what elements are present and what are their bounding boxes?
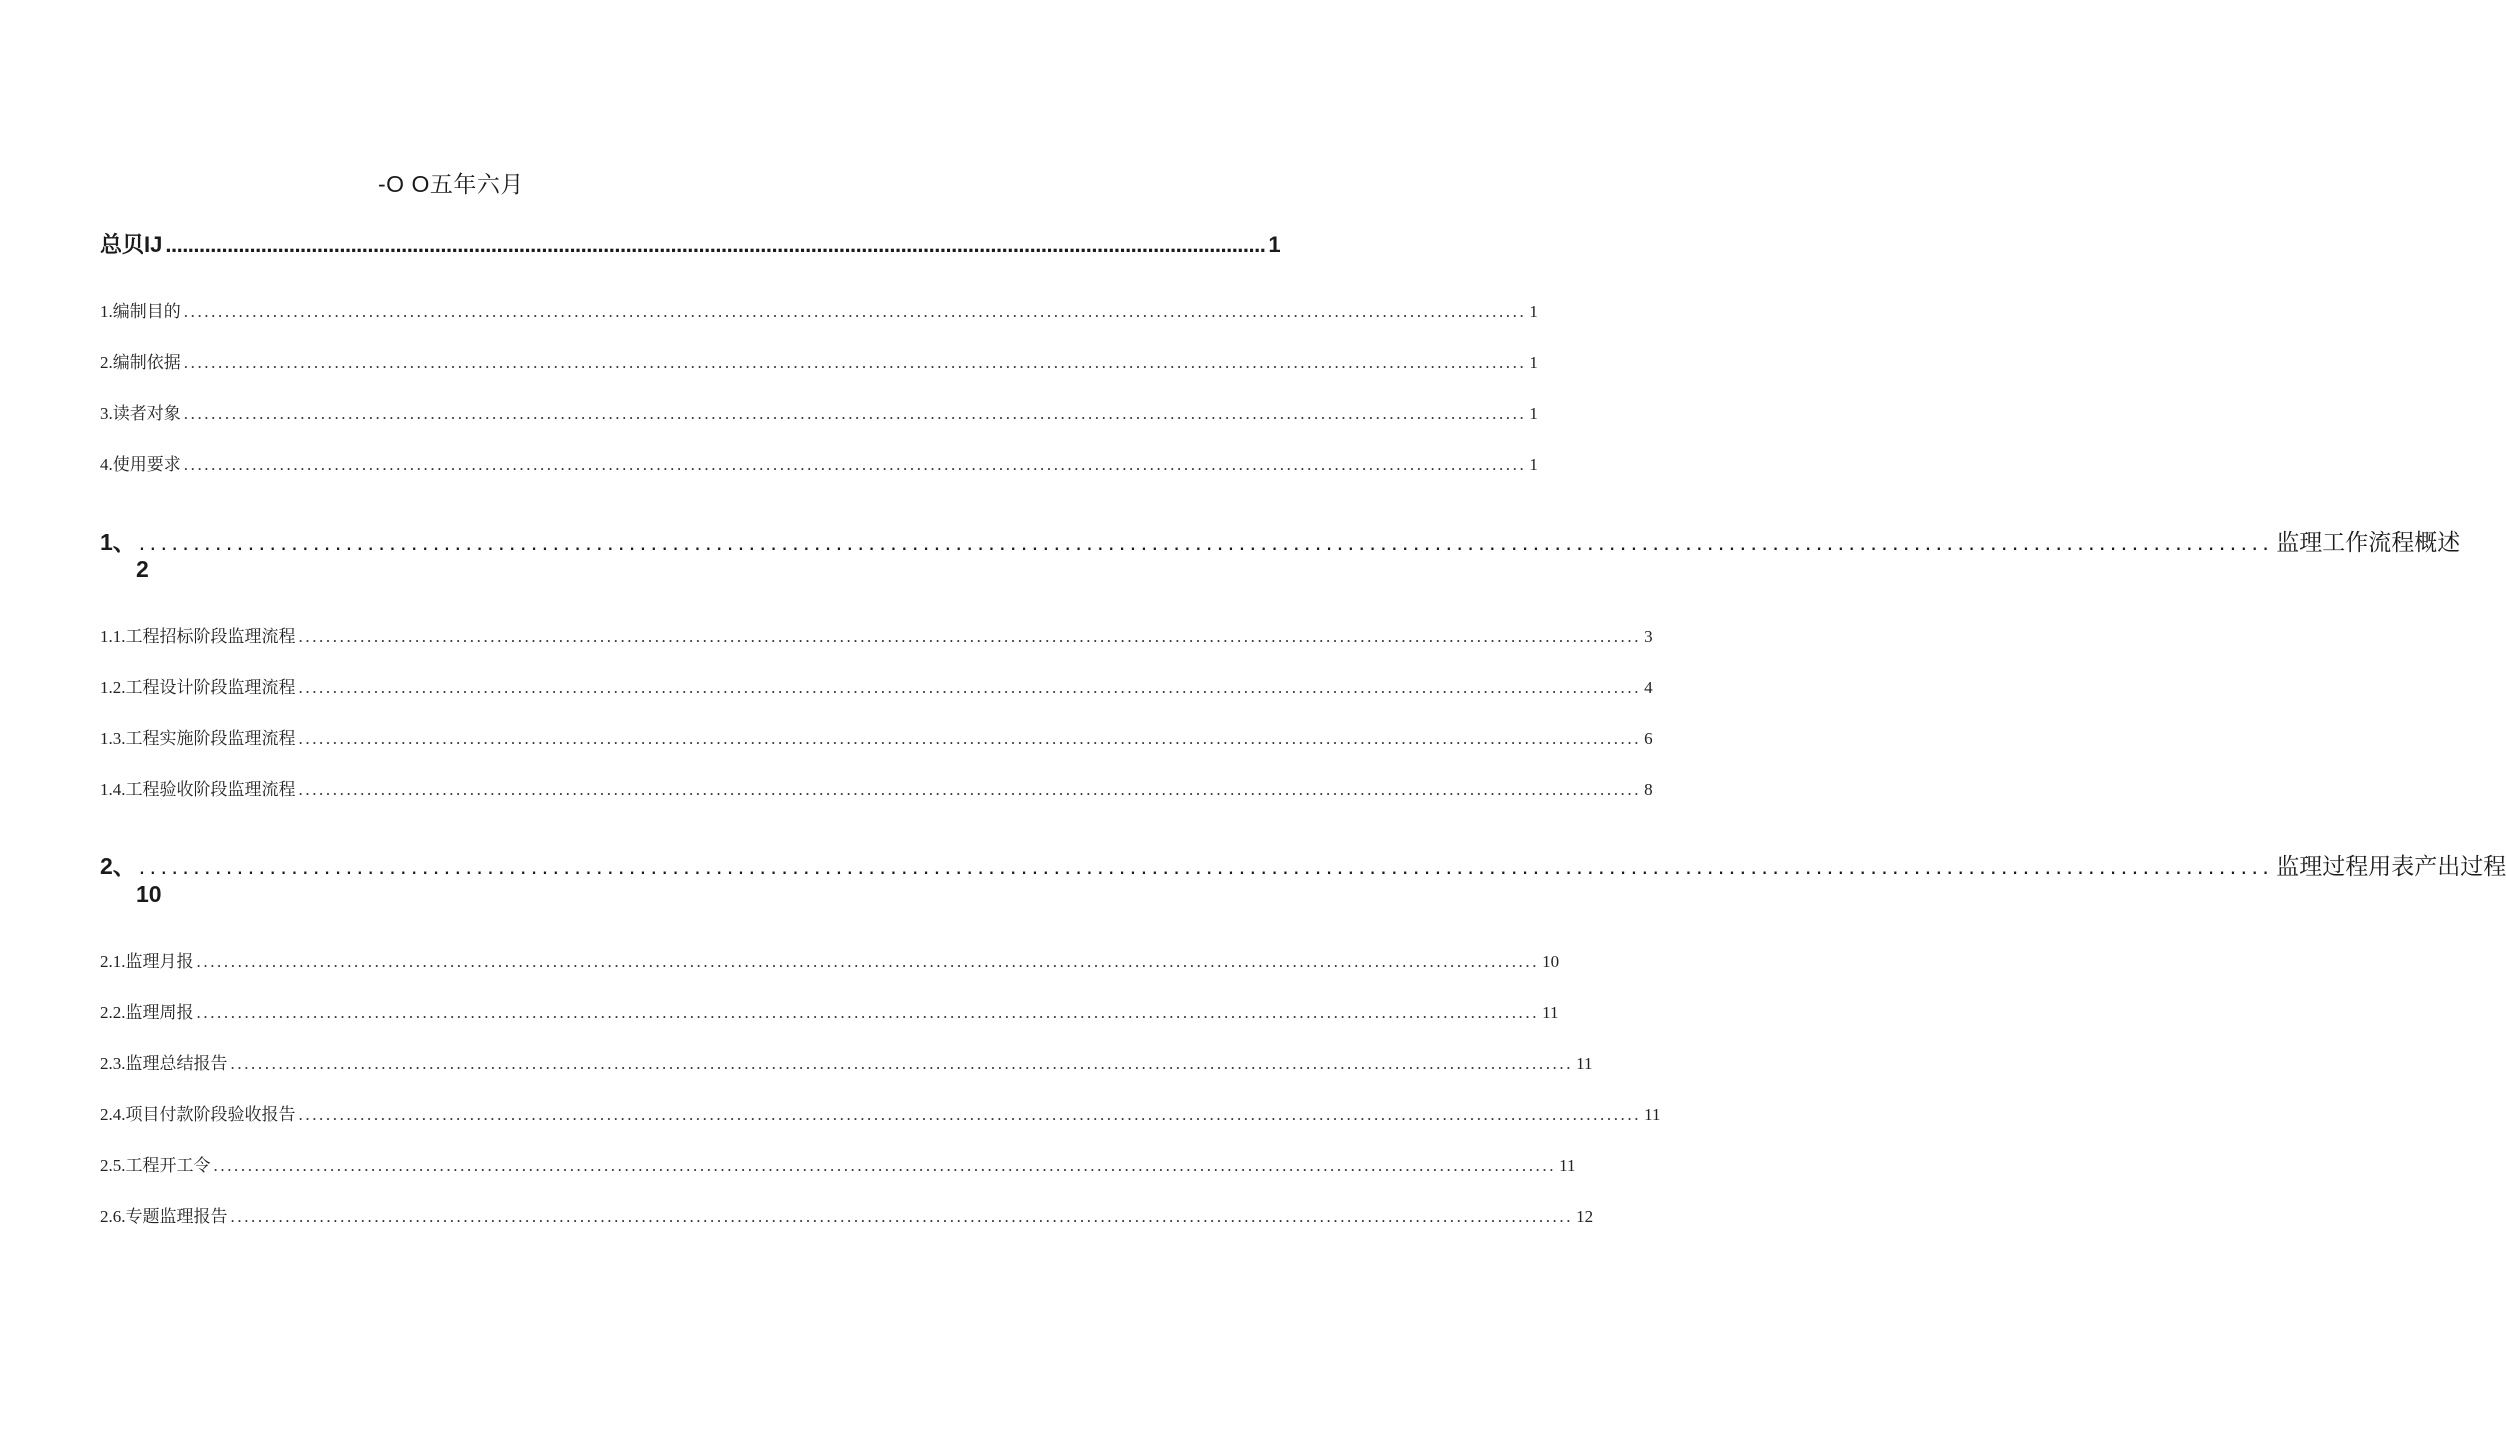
toc-entry-page: 1 bbox=[1268, 232, 1281, 257]
toc-chapter-page: 10 bbox=[136, 881, 162, 907]
toc-entry-page: 10 bbox=[1542, 952, 1560, 971]
toc-entry-page: 3 bbox=[1644, 627, 1653, 646]
toc-leader-dots: .................................................................................................................................................................................................... bbox=[196, 952, 1540, 971]
toc-entry-number: 1.3. bbox=[100, 729, 126, 748]
toc-entry-page: 6 bbox=[1644, 729, 1653, 748]
toc-entry-page: 8 bbox=[1644, 780, 1653, 799]
toc-entry[interactable] bbox=[100, 1049, 1593, 1074]
toc-entry-number: 2.4. bbox=[100, 1105, 126, 1124]
document-date: -O O五年六月 bbox=[378, 171, 524, 197]
toc-leader-dots: .................................................................................................................................................................................................... bbox=[183, 455, 1527, 474]
toc-leader-dots: .................................................................................................................................................................................................... bbox=[230, 1054, 1574, 1073]
toc-entry[interactable] bbox=[100, 297, 1538, 322]
toc-entry-number: 2.5. bbox=[100, 1156, 126, 1175]
toc-entry-title: 监理月报 bbox=[125, 952, 194, 971]
toc-leader-dots: .................................................................................................................................................................................................... bbox=[298, 1105, 1642, 1124]
toc-entry-title: 总贝IJ bbox=[100, 232, 163, 257]
toc-entry-number: 2.2. bbox=[100, 1003, 126, 1022]
toc-entry[interactable] bbox=[100, 947, 1560, 972]
toc-leader-dots: .................................................................................................................................................................................................... bbox=[165, 232, 1266, 257]
toc-entry-page: 1 bbox=[1529, 302, 1538, 321]
toc-entry-title: 读者对象 bbox=[112, 404, 181, 423]
toc-leader-dots: .................................................................................................................................................................................................... bbox=[213, 1156, 1557, 1175]
toc-entry[interactable] bbox=[100, 998, 1559, 1023]
toc-entry[interactable] bbox=[100, 1151, 1576, 1176]
toc-entry-title: 工程设计阶段监理流程 bbox=[125, 678, 296, 697]
toc-entry[interactable] bbox=[100, 622, 1653, 647]
toc-leader-dots: .................................................................................................................................................................................................... bbox=[138, 529, 2274, 555]
toc-entry-number: 2. bbox=[100, 353, 113, 372]
toc-leader-dots: .................................................................................................................................................................................................... bbox=[298, 678, 1642, 697]
toc-entry[interactable] bbox=[100, 1202, 1594, 1227]
toc-leader-dots: .................................................................................................................................................................................................... bbox=[298, 780, 1642, 799]
toc-leader-dots: .................................................................................................................................................................................................... bbox=[138, 853, 2274, 879]
toc-chapter-page: 2 bbox=[136, 556, 149, 582]
toc-entry-title: 工程验收阶段监理流程 bbox=[125, 780, 296, 799]
toc-entry-number: 3. bbox=[100, 404, 113, 423]
toc-leader-dots: .................................................................................................................................................................................................... bbox=[183, 353, 1527, 372]
toc-entry-title: 监理周报 bbox=[125, 1003, 194, 1022]
toc-entry-number: 1. bbox=[100, 302, 113, 321]
toc-entry-page: 11 bbox=[1559, 1156, 1576, 1175]
toc-chapter-title: 监理过程用表产出过程 bbox=[2276, 853, 2506, 879]
toc-entry-number: 2.1. bbox=[100, 952, 126, 971]
toc-entry-top[interactable] bbox=[100, 228, 1281, 259]
toc-entry-page: 1 bbox=[1529, 353, 1538, 372]
toc-entry-title: 工程开工令 bbox=[125, 1156, 211, 1175]
toc-entry-title: 工程实施阶段监理流程 bbox=[125, 729, 296, 748]
toc-entry-title: 编制依据 bbox=[112, 353, 181, 372]
toc-leader-dots: .................................................................................................................................................................................................... bbox=[230, 1207, 1574, 1226]
toc-entry-title: 编制目的 bbox=[112, 302, 181, 321]
toc-entry-number: 2.3. bbox=[100, 1054, 126, 1073]
toc-entry-number: 2.6. bbox=[100, 1207, 126, 1226]
toc-entry-page: 4 bbox=[1644, 678, 1653, 697]
toc-entry[interactable] bbox=[100, 348, 1538, 373]
toc-entry[interactable] bbox=[100, 673, 1653, 698]
toc-entry-title: 监理总结报告 bbox=[125, 1054, 228, 1073]
toc-leader-dots: .................................................................................................................................................................................................... bbox=[196, 1003, 1540, 1022]
toc-entry-title: 专题监理报告 bbox=[125, 1207, 228, 1226]
toc-entry-title: 项目付款阶段验收报告 bbox=[125, 1105, 296, 1124]
toc-entry-number: 4. bbox=[100, 455, 113, 474]
toc-entry-page: 1 bbox=[1529, 404, 1538, 423]
toc-entry-number: 1.2. bbox=[100, 678, 126, 697]
toc-leader-dots: .................................................................................................................................................................................................... bbox=[298, 627, 1642, 646]
toc-entry[interactable] bbox=[100, 775, 1653, 800]
toc-entry-title: 工程招标阶段监理流程 bbox=[125, 627, 296, 646]
toc-chapter-number: 2、 bbox=[100, 853, 136, 879]
toc-chapter-entry[interactable] bbox=[100, 848, 2506, 881]
toc-entry-page: 1 bbox=[1529, 455, 1538, 474]
toc-entry-page: 11 bbox=[1576, 1054, 1593, 1073]
toc-entry-page: 11 bbox=[1542, 1003, 1559, 1022]
toc-leader-dots: .................................................................................................................................................................................................... bbox=[298, 729, 1642, 748]
toc-chapter-title: 监理工作流程概述 bbox=[2276, 529, 2461, 555]
toc-entry[interactable] bbox=[100, 1100, 1661, 1125]
toc-chapter-entry[interactable] bbox=[100, 524, 2461, 557]
toc-chapter-number: 1、 bbox=[100, 529, 136, 555]
toc-entry-page: 11 bbox=[1644, 1105, 1661, 1124]
toc-leader-dots: .................................................................................................................................................................................................... bbox=[183, 404, 1527, 423]
toc-entry[interactable] bbox=[100, 450, 1538, 475]
toc-entry-title: 使用要求 bbox=[112, 455, 181, 474]
toc-entry-page: 12 bbox=[1576, 1207, 1594, 1226]
toc-entry-number: 1.4. bbox=[100, 780, 126, 799]
toc-entry[interactable] bbox=[100, 399, 1538, 424]
toc-leader-dots: .................................................................................................................................................................................................... bbox=[183, 302, 1527, 321]
toc-entry-number: 1.1. bbox=[100, 627, 126, 646]
toc-entry[interactable] bbox=[100, 724, 1653, 749]
